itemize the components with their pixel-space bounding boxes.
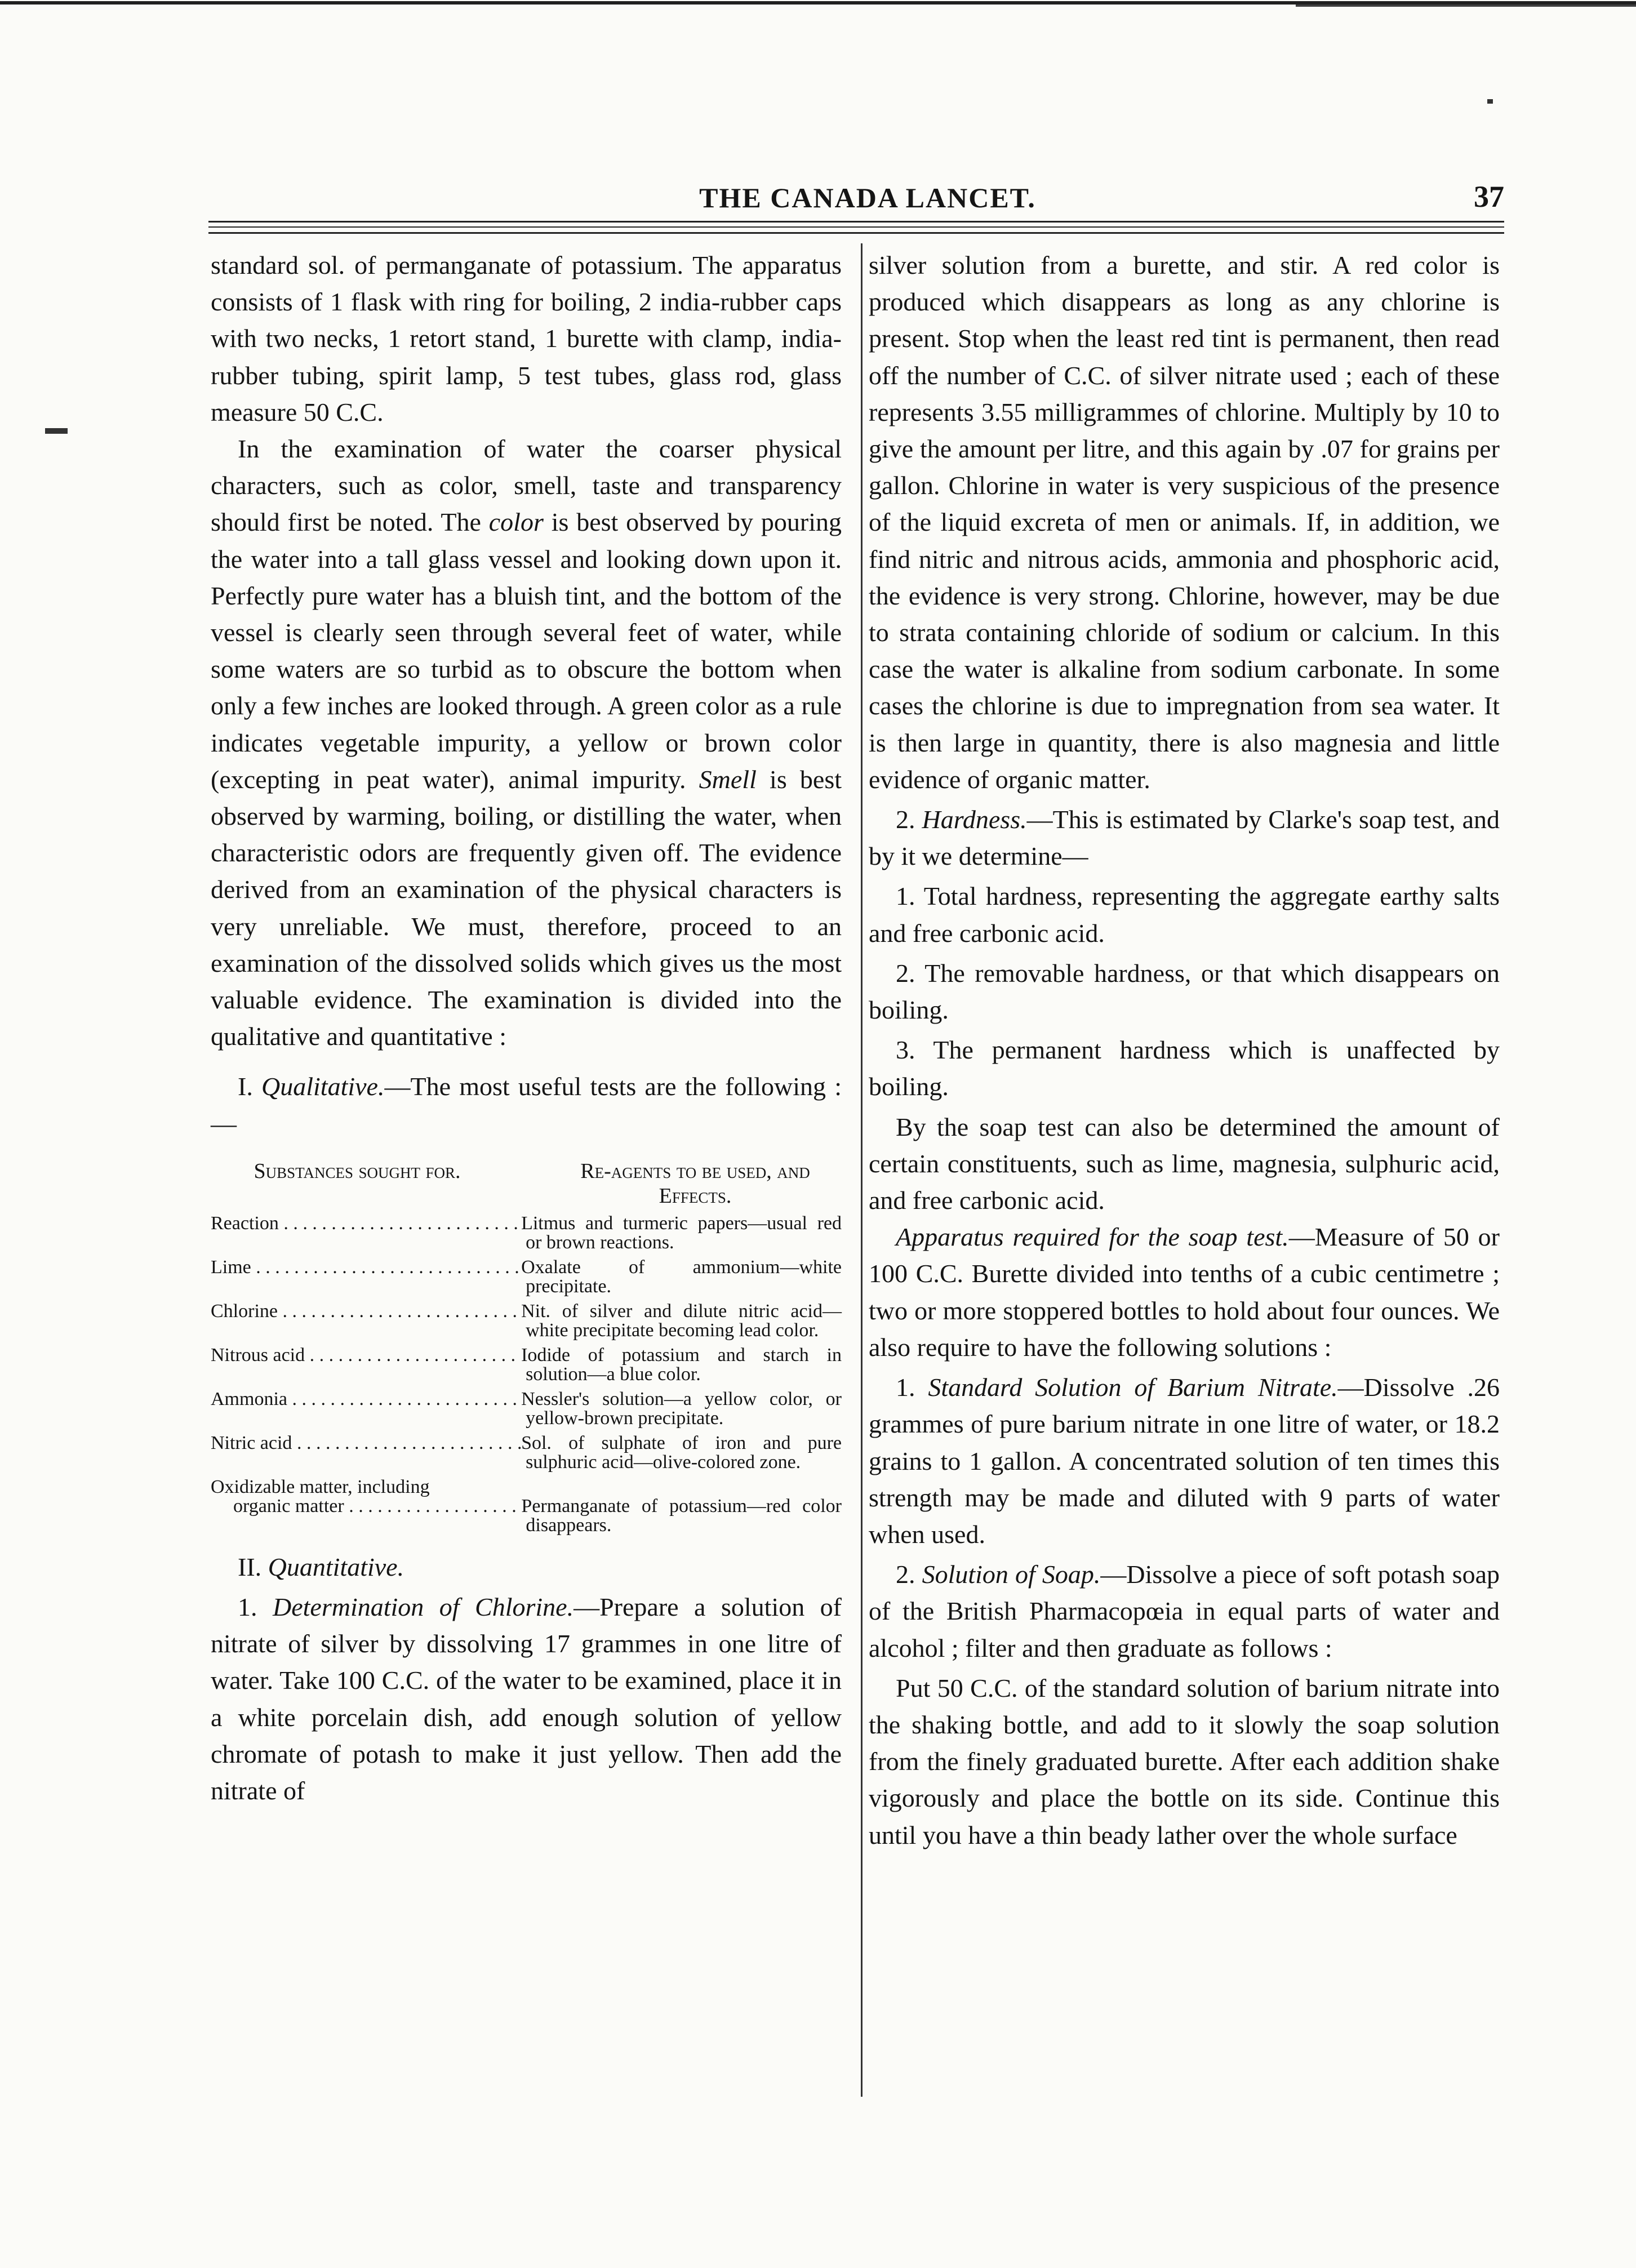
item-number: 1.	[238, 1593, 273, 1622]
table-row	[211, 1434, 842, 1472]
section-qualitative	[211, 1068, 842, 1141]
reagents-table-header	[211, 1159, 842, 1208]
header-rule	[208, 232, 1504, 234]
running-header-title: THE CANADA LANCET.	[699, 182, 1036, 214]
table-row	[211, 1478, 842, 1535]
section-number: II.	[238, 1552, 268, 1581]
italic-term: Smell	[699, 764, 757, 794]
table-row-line2	[211, 1497, 842, 1535]
text-run: —The most useful tests are the following :—	[211, 1072, 842, 1138]
italic-heading: Determination of Chlorine.	[272, 1593, 574, 1622]
text-run: is best observed by warming, boiling, or distilling the water, when characteristic odors are frequently given off. The evidence derived from an examination of the physical characters is very unreliable. We must, therefore, proceed to an examination of the dissolved solids which gives us the most valuable evidence. The examination is divided into the qualitative and quantitative :	[211, 764, 842, 1051]
paragraph: By the soap test can also be determined the amount of certain constituents, such as lime, magnesia, sulphuric acid, and free carbonic acid.	[869, 1112, 1500, 1215]
scan-speck	[1487, 99, 1493, 104]
top-edge-rule-thin	[1296, 5, 1636, 7]
italic-heading: Standard Solution of Barium Nitrate.	[928, 1373, 1338, 1402]
section-title: Qualitative.	[261, 1072, 385, 1101]
text-run: is best observed by pouring the water into a tall glass vessel and looking down upon it. Perfectly pure water has a bluish tint, and the bottom of the vessel is clearly seen through several feet of water, while some waters are so turbid as to obscure the bottom when only a few inches are looked through. A green color as a rule indicates vegetable impurity, a yellow or brown color (excepting in peat water), animal impurity.	[211, 508, 842, 794]
table-cell-substance	[211, 1497, 521, 1535]
leader-dots	[278, 1302, 521, 1322]
leader-dots	[279, 1214, 521, 1234]
text-run: —This is estimated by Clarke's soap test, and by it we determine—	[869, 805, 1500, 871]
table-cell-substance	[211, 1258, 521, 1296]
table-cell-substance	[211, 1346, 521, 1384]
paragraph: standard sol. of permanganate of potassium. The apparatus consists of 1 flask with ring for boiling, 2 india-rubber caps with two necks, 1 retort stand, 1 burette with clamp, india-rubber tubing, spirit lamp, 5 test tubes, glass rod, glass measure 50 C.C.	[211, 251, 842, 426]
text-run: —Prepare a solution of nitrate of silver by dissolving 17 grammes in one litre of water. Take 100 C.C. of the water to be examined, place it in a white porcelain dish, add enough solution of yellow chromate of potash to make it just yellow. Then add the nitrate of	[211, 1593, 842, 1805]
section-title: Quantitative.	[268, 1552, 404, 1581]
table-header-reagents: Re-agents to be used, and Effects.	[580, 1159, 810, 1208]
column-divider	[861, 243, 863, 2097]
list-item: 1. Total hardness, representing the aggregate earthy salts and free carbonic acid.	[869, 882, 1500, 948]
table-row	[211, 1214, 842, 1252]
table-cell-reagent: Iodide of potassium and starch in solution—a blue color.	[521, 1344, 842, 1385]
page-number: 37	[1474, 180, 1504, 214]
paragraph: silver solution from a burette, and stir. A red color is produced which disappears as long as any chlorine is present. Stop when the least red tint is permanent, then read off the number of C.C. of silver nitrate used ; each of these represents 3.55 milligrammes of chlorine. Multiply by 10 to give the amount per litre, and this again by .07 for grains per gallon. Chlorine in water is very suspicious of the presence of the liquid excreta of men or animals. If, in addition, we find nitric and nitrous acids, ammonia and phosphoric acid, the evidence is very strong. Chlorine, however, may be due to strata containing chloride of sodium or calcium. In this case the water is alkaline from sodium carbonate. In some cases the chlorine is due to impregnation from sea water. It is then large in quantity, there is also magnesia and little evidence of organic matter.	[869, 251, 1500, 794]
reagents-table	[211, 1214, 842, 1535]
text-run: —Dissolve a piece of soft potash soap of the British Pharmacopœia in equal parts of water and alcohol ; filter and then graduate as follows :	[869, 1560, 1500, 1662]
item-number: 2.	[896, 1560, 922, 1589]
substance-label: Lime	[211, 1257, 251, 1278]
italic-heading: Solution of Soap.	[922, 1560, 1101, 1589]
paragraph-apparatus	[869, 1219, 1500, 1366]
table-row	[211, 1390, 842, 1428]
scan-speck	[45, 428, 68, 434]
item-number: 1.	[896, 1373, 928, 1402]
paragraph-soap-solution	[869, 1556, 1500, 1666]
substance-label: Reaction	[211, 1213, 279, 1234]
italic-term: color	[488, 508, 544, 537]
leader-dots	[344, 1497, 522, 1517]
table-row	[211, 1346, 842, 1384]
table-header-substances: Substances sought for.	[254, 1159, 461, 1183]
table-cell-reagent: Sol. of sulphate of iron and pure sulphuric acid—olive-colored zone.	[521, 1432, 842, 1473]
header-rule	[208, 226, 1504, 228]
table-cell-reagent: Nessler's solution—a yellow color, or yellow-brown precipitate.	[521, 1388, 842, 1429]
table-row	[211, 1302, 842, 1340]
section-number: I.	[238, 1072, 262, 1101]
table-cell-reagent: Permanganate of potassium—red color disappears.	[521, 1495, 842, 1536]
leader-dots	[292, 1434, 521, 1453]
substance-label: organic matter	[233, 1496, 344, 1517]
substance-label: Nitric acid	[211, 1433, 292, 1453]
text-run: —Dissolve .26 grammes of pure barium nitrate in one litre of water, or 18.2 grains to 1 gallon. A concentrated solution of ten times this strength may be made and diluted with 9 parts of water when used.	[869, 1373, 1500, 1549]
substance-label: Nitrous acid	[211, 1345, 305, 1366]
table-cell-reagent: Litmus and turmeric papers—usual red or brown reactions.	[521, 1212, 842, 1253]
table-cell-substance	[211, 1390, 521, 1428]
paragraph: Put 50 C.C. of the standard solution of barium nitrate into the shaking bottle, and add to it slowly the soap solution from the finely graduated burette. After each addition shake vigorously and place the bottle on its side. Continue this until you have a thin beady lather over the whole surface	[869, 1673, 1500, 1849]
text-run: In the examination of water the coarser physical characters, such as color, smell, taste and transparency should first be noted. The	[211, 434, 842, 537]
right-column	[869, 247, 1500, 1853]
item-number: 2.	[896, 805, 922, 834]
table-cell-substance	[211, 1302, 521, 1340]
leader-dots	[251, 1258, 521, 1278]
italic-heading: Apparatus required for the soap test.	[896, 1222, 1289, 1252]
paragraph-barium-nitrate	[869, 1369, 1500, 1553]
section-quantitative	[211, 1549, 842, 1585]
table-cell-substance	[211, 1434, 521, 1472]
list-item: 2. The removable hardness, or that which disappears on boiling.	[869, 958, 1500, 1025]
header-rule	[208, 221, 1504, 223]
leader-dots	[305, 1346, 521, 1366]
table-cell-reagent: Oxalate of ammonium—white precipitate.	[521, 1256, 842, 1297]
table-cell-substance	[211, 1214, 521, 1252]
paragraph-physical-characters	[211, 430, 842, 1055]
table-cell-reagent: Nit. of silver and dilute nitric acid—white precipitate becoming lead color.	[521, 1300, 842, 1341]
left-column	[211, 247, 842, 1809]
text-run: —Measure of 50 or 100 C.C. Burette divided into tenths of a cubic centimetre ; two or more stoppered bottles to hold about four ounces. We also require to have the following solutions :	[869, 1222, 1500, 1362]
substance-label: Ammonia	[211, 1389, 287, 1409]
list-item: 3. The permanent hardness which is unaffected by boiling.	[869, 1035, 1500, 1101]
table-row	[211, 1258, 842, 1296]
paragraph-chlorine	[211, 1589, 842, 1809]
paragraph-hardness	[869, 801, 1500, 874]
substance-label: Chlorine	[211, 1301, 278, 1322]
italic-heading: Hardness.	[922, 805, 1027, 834]
table-cell-substance-line1: Oxidizable matter, including	[211, 1476, 430, 1497]
leader-dots	[287, 1390, 521, 1409]
